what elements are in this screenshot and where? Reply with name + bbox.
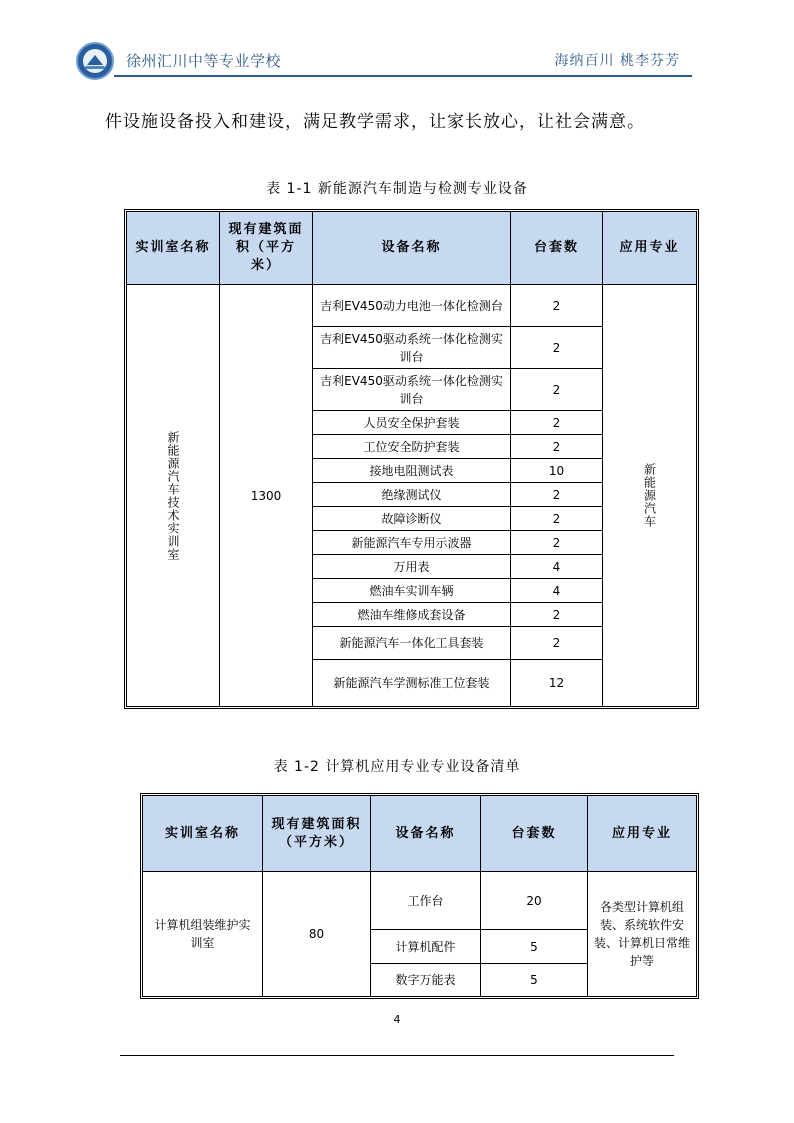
equipment-name-cell: 工位安全防护套装 — [313, 435, 511, 459]
footer-divider — [120, 1055, 674, 1056]
equipment-name-cell: 人员安全保护套装 — [313, 411, 511, 435]
page-header — [76, 40, 690, 86]
col-header: 设备名称 — [371, 796, 481, 872]
school-motto: 海纳百川 桃李芬芳 — [554, 53, 680, 69]
quantity-cell: 4 — [511, 555, 603, 579]
equipment-name-cell: 新能源汽车专用示波器 — [313, 531, 511, 555]
page-number: 4 — [393, 1013, 401, 1026]
school-name: 徐州汇川中等专业学校 — [126, 52, 282, 70]
equipment-name-cell: 数字万能表 — [371, 964, 481, 997]
room-name-cell — [127, 285, 220, 707]
equipment-name-cell: 新能源汽车一体化工具套装 — [313, 627, 511, 660]
table-header-row — [143, 796, 697, 872]
quantity-cell: 2 — [511, 327, 603, 369]
room-name: 新能源汽车技术实训室 — [166, 430, 180, 561]
room-name-cell: 计算机组装维护实训室 — [143, 872, 263, 997]
col-header: 现有建筑面积（平方米） — [220, 212, 313, 285]
equipment-name-cell: 吉利EV450动力电池一体化检测台 — [313, 285, 511, 327]
quantity-cell: 12 — [511, 660, 603, 707]
table-row — [143, 872, 697, 930]
quantity-cell: 2 — [511, 435, 603, 459]
equipment-name-cell: 万用表 — [313, 555, 511, 579]
major-cell — [603, 285, 697, 707]
equipment-name-cell: 吉利EV450驱动系统一体化检测实训台 — [313, 369, 511, 411]
col-header: 应用专业 — [588, 796, 697, 872]
school-logo-icon — [76, 42, 114, 80]
col-header: 现有建筑面积（平方米） — [263, 796, 371, 872]
body-paragraph: 件设施设备投入和建设，满足教学需求，让家长放心，让社会满意。 — [105, 112, 645, 132]
quantity-cell: 2 — [511, 603, 603, 627]
table-row — [127, 285, 697, 327]
col-header: 应用专业 — [603, 212, 697, 285]
col-header: 台套数 — [511, 212, 603, 285]
equipment-name-cell: 故障诊断仪 — [313, 507, 511, 531]
quantity-cell: 2 — [511, 531, 603, 555]
header-divider — [114, 75, 692, 77]
major-name: 新能源汽车 — [642, 463, 657, 528]
quantity-cell: 2 — [511, 285, 603, 327]
equipment-name-cell: 燃油车维修成套设备 — [313, 603, 511, 627]
quantity-cell: 4 — [511, 579, 603, 603]
quantity-cell: 5 — [481, 964, 588, 997]
col-header: 台套数 — [481, 796, 588, 872]
area-cell: 1300 — [220, 285, 313, 707]
equipment-name-cell: 燃油车实训车辆 — [313, 579, 511, 603]
col-header: 设备名称 — [313, 212, 511, 285]
equipment-name-cell: 计算机配件 — [371, 930, 481, 964]
equipment-table-1 — [126, 211, 697, 707]
quantity-cell: 10 — [511, 459, 603, 483]
table2-caption: 表 1-2 计算机应用专业专业设备清单 — [273, 759, 521, 775]
quantity-cell: 20 — [481, 872, 588, 930]
quantity-cell: 2 — [511, 369, 603, 411]
quantity-cell: 5 — [481, 930, 588, 964]
quantity-cell: 2 — [511, 627, 603, 660]
equipment-name-cell: 新能源汽车学测标准工位套装 — [313, 660, 511, 707]
table-header-row — [127, 212, 697, 285]
quantity-cell: 2 — [511, 411, 603, 435]
table1-caption: 表 1-1 新能源汽车制造与检测专业设备 — [266, 181, 528, 197]
equipment-name-cell: 工作台 — [371, 872, 481, 930]
col-header: 实训室名称 — [127, 212, 220, 285]
equipment-table-2 — [142, 795, 697, 997]
quantity-cell: 2 — [511, 507, 603, 531]
quantity-cell: 2 — [511, 483, 603, 507]
area-cell: 80 — [263, 872, 371, 997]
major-cell: 各类型计算机组装、系统软件安装、计算机日常维护等 — [588, 872, 697, 997]
equipment-name-cell: 绝缘测试仪 — [313, 483, 511, 507]
equipment-name-cell: 接地电阻测试表 — [313, 459, 511, 483]
equipment-name-cell: 吉利EV450驱动系统一体化检测实训台 — [313, 327, 511, 369]
col-header: 实训室名称 — [143, 796, 263, 872]
